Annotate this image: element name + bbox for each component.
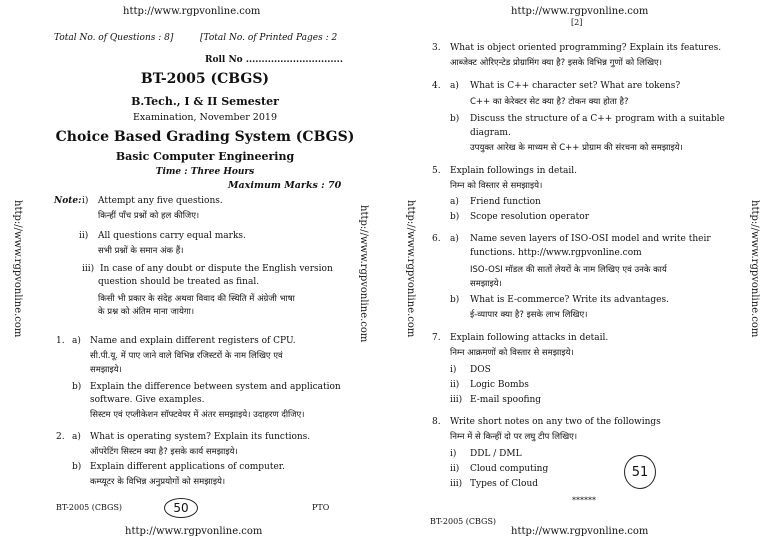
subpart-label: a) xyxy=(450,197,459,207)
question-text: functions. http://www.rgpvonline.com xyxy=(470,248,642,258)
end-stars: ****** xyxy=(572,496,596,505)
question-text: Friend function xyxy=(470,197,541,207)
left-url-top: http://www.rgpvonline.com xyxy=(123,6,261,17)
list-item-label: iii) xyxy=(450,479,463,489)
question-number: 2. xyxy=(56,432,65,442)
footer-code: BT-2005 (CBGS) xyxy=(56,503,123,512)
grading-system: Choice Based Grading System (CBGS) xyxy=(55,129,355,145)
question-number: 6. xyxy=(432,234,441,244)
question-text: What is E-commerce? Write its advantages. xyxy=(470,295,669,305)
question-number: 7. xyxy=(432,333,441,343)
list-item-label: i) xyxy=(450,365,457,375)
list-item: Cloud computing xyxy=(470,464,549,474)
list-item-label: ii) xyxy=(450,464,460,474)
subpart-label: b) xyxy=(450,295,460,305)
note-label: Note: xyxy=(54,196,82,206)
left-url-bottom: http://www.rgpvonline.com xyxy=(125,526,263,537)
note-num: i) xyxy=(82,196,89,206)
list-item-label: iii) xyxy=(450,395,463,405)
course: B.Tech., I & II Semester xyxy=(131,95,279,108)
question-number: 5. xyxy=(432,166,441,176)
left-side-url-right: http://www.rgpvonline.com xyxy=(358,205,369,343)
page-number: [2] xyxy=(571,18,583,27)
question-text: Explain different applications of computer. xyxy=(90,462,285,472)
question-text-hi: सिस्टम एवं एप्लीकेशन सॉफ्टवेयर में अंतर समझाइये। उदाहरण दीजिए। xyxy=(90,410,305,420)
subpart-label: a) xyxy=(450,234,459,244)
subpart-label: b) xyxy=(450,212,460,222)
question-text: Explain the difference between system and application xyxy=(90,382,341,392)
question-number: 3. xyxy=(432,43,441,53)
question-text: Explain following attacks in detail. xyxy=(450,333,609,343)
question-text: Explain followings in detail. xyxy=(450,166,577,176)
question-text: diagram. xyxy=(470,128,511,138)
list-item: DDL / DML xyxy=(470,449,522,459)
paper-code: BT-2005 (CBGS) xyxy=(140,71,270,87)
question-text-hi: ISO-OSI मॉडल की सातों लेयरों के नाम लिखिए एवं उनके कार्य xyxy=(470,265,667,275)
footer-code: BT-2005 (CBGS) xyxy=(430,517,497,526)
question-text-hi: समझाइये। xyxy=(470,279,502,289)
question-text: software. Give examples. xyxy=(90,395,205,405)
list-item: Logic Bombs xyxy=(470,380,529,390)
subpart-label: a) xyxy=(72,336,81,346)
question-text: What is operating system? Explain its functions. xyxy=(90,432,311,442)
left-side-url: http://www.rgpvonline.com xyxy=(12,200,23,338)
question-text-hi: ई-व्यापार क्या है? इसके लाभ लिखिए। xyxy=(470,310,588,320)
question-number: 1. xyxy=(56,336,65,346)
pto-label: PTO xyxy=(312,503,330,512)
exam-session: Examination, November 2019 xyxy=(133,112,277,123)
right-url-bottom: http://www.rgpvonline.com xyxy=(511,526,649,537)
note-text: question should be treated as final. xyxy=(98,277,260,287)
right-url-top: http://www.rgpvonline.com xyxy=(511,6,649,17)
subpart-label: a) xyxy=(450,81,459,91)
note-text-hi: सभी प्रश्नों के समान अंक हैं। xyxy=(98,246,184,256)
question-number: 4. xyxy=(432,81,441,91)
note-num: ii) xyxy=(79,231,89,241)
question-text: What is object oriented programming? Explain its features. xyxy=(450,43,722,53)
max-marks: Maximum Marks : 70 xyxy=(228,180,342,191)
question-text-hi: निम्न को विस्तार से समझाइये। xyxy=(450,181,543,191)
question-text-hi: निम्न आक्रमणों को विस्तार से समझाइये। xyxy=(450,348,574,358)
note-text-hi: किसी भी प्रकार के संदेह अथवा विवाद की स्थिति में अंग्रेजी भाषा xyxy=(98,294,295,304)
question-text: What is C++ character set? What are tokens? xyxy=(470,81,681,91)
printed-pages: [Total No. of Printed Pages : 2 xyxy=(200,33,338,43)
question-text-hi: कम्प्यूटर के विभिन्न अनुप्रयोगों को समझाइये। xyxy=(90,477,226,487)
subpart-label: a) xyxy=(72,432,81,442)
question-text-hi: आब्जेक्ट ओरिएन्टेड प्रोग्रामिंग क्या है? इसके विभिन्न गुणों को लिखिए। xyxy=(450,58,662,68)
subpart-label: b) xyxy=(72,382,82,392)
note-text: All questions carry equal marks. xyxy=(98,231,246,241)
list-item: DOS xyxy=(470,365,491,375)
note-text: In case of any doubt or dispute the English version xyxy=(100,264,333,274)
note-text-hi: किन्हीं पाँच प्रश्नों को हल कीजिए। xyxy=(98,211,200,221)
question-text: Write short notes on any two of the followings xyxy=(450,417,661,427)
list-item: Types of Cloud xyxy=(470,479,539,489)
question-text-hi: समझाइये। xyxy=(90,365,122,375)
subpart-label: b) xyxy=(450,114,460,124)
time: Time : Three Hours xyxy=(155,167,255,177)
question-text-hi: C++ का केरेक्टर सेट क्या है? टोकन क्या होता है? xyxy=(470,97,629,107)
list-item-label: i) xyxy=(450,449,457,459)
question-text: Name and explain different registers of CPU. xyxy=(90,336,296,346)
handwritten-marks: 51 xyxy=(624,455,656,489)
question-text-hi: उपयुक्त आरेख के माध्यम से C++ प्रोग्राम की संरचना को समझाइये। xyxy=(470,143,683,153)
question-text-hi: ऑपरेटिंग सिस्टम क्या है? इसके कार्य समझाइये। xyxy=(90,447,238,457)
question-text-hi: सी.पी.यू. में पाए जाने वाले विभिन्न रजिस्टरों के नाम लिखिए एवं xyxy=(90,351,283,361)
question-text: Discuss the structure of a C++ program with a suitable xyxy=(470,114,725,124)
question-text: Name seven layers of ISO-OSI model and write their xyxy=(470,234,711,244)
note-num: iii) xyxy=(82,264,95,274)
total-questions: Total No. of Questions : 8] xyxy=(54,33,174,43)
list-item: E-mail spoofing xyxy=(470,395,542,405)
subject: Basic Computer Engineering xyxy=(115,150,295,163)
note-text: Attempt any five questions. xyxy=(98,196,223,206)
handwritten-marks: 50 xyxy=(164,498,198,518)
list-item-label: ii) xyxy=(450,380,460,390)
note-text-hi: के प्रश्न को अंतिम माना जायेगा। xyxy=(98,307,195,317)
roll-no: Roll No ............................... xyxy=(205,55,343,65)
question-text: Scope resolution operator xyxy=(470,212,589,222)
question-text-hi: निम्न में से किन्हीं दो पर लघु टीप लिखिए। xyxy=(450,432,578,442)
right-side-url: http://www.rgpvonline.com xyxy=(749,200,760,338)
question-number: 8. xyxy=(432,417,441,427)
subpart-label: b) xyxy=(72,462,82,472)
right-side-url-left: http://www.rgpvonline.com xyxy=(405,200,416,338)
